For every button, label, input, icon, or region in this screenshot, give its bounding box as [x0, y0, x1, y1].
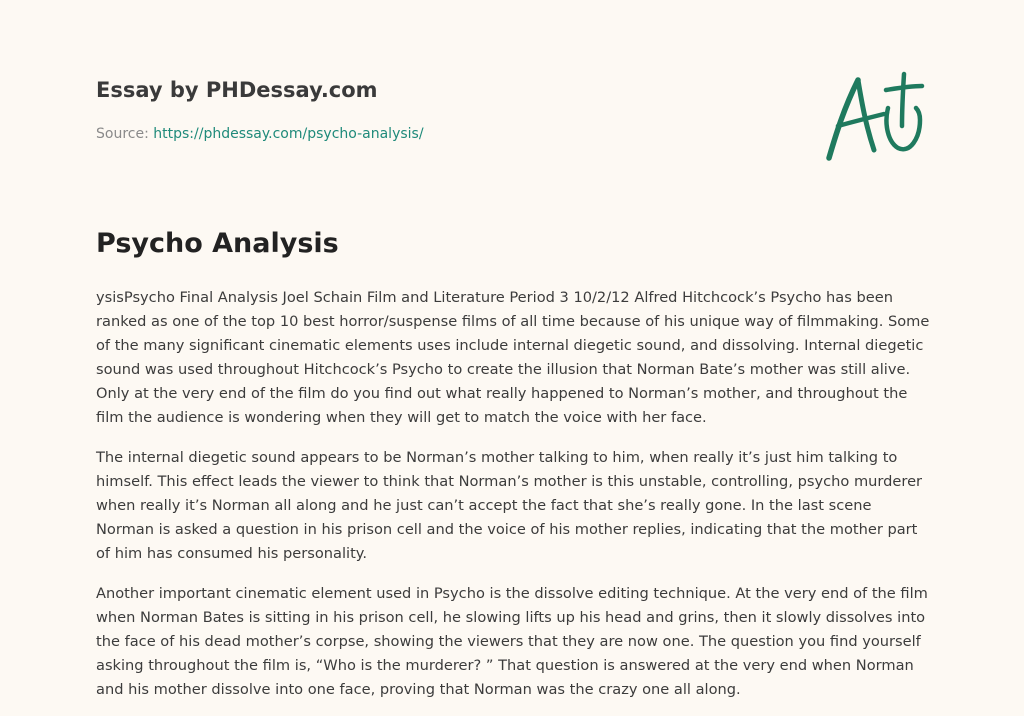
a-plus-logo-icon: [822, 68, 926, 164]
essay-paragraph: The internal diegetic sound appears to be Norman’s mother talking to him, when really it’s just him talking to himself. This effect leads the viewer to think that Norman’s mother is this unstable, controlling, psycho murderer when really it’s Norman all along and he just can’t accept the fact that she’s really gone. In the last scene Norman is asked a question in his prison cell and the voice of his mother replies, indicating that the mother part of him has consumed his personality.: [96, 449, 923, 562]
source-link[interactable]: https://phdessay.com/psycho-analysis/: [153, 126, 424, 142]
source-label: Source:: [96, 126, 154, 142]
essay-title: Psycho Analysis: [96, 228, 339, 259]
essay-paragraph: Another important cinematic element used in Psycho is the dissolve editing technique. At the very end of the film when Norman Bates is sitting in his prison cell, he slowing lifts up his head and grins, then it slowly dissolves into the face of his dead mother’s corpse, showing the viewers that they are now one. The question you find yourself asking throughout the film is, “Who is the murderer? ” That question is answered at the very end when Norman and his mother dissolve into one face, proving that Norman was the crazy one all along.: [96, 585, 928, 698]
essay-body: [96, 286, 934, 716]
site-name: Essay by PHDessay.com: [96, 78, 378, 102]
essay-paragraph: ysisPsycho Final Analysis Joel Schain Film and Literature Period 3 10/2/12 Alfred Hitchcock’s Psycho has been ranked as one of the top 10 best horror/suspense films of all time because of his unique way of filmmaking. Some of the many significant cinematic elements uses include internal diegetic sound, and dissolving. Internal diegetic sound was used throughout Hitchcock’s Psycho to create the illusion that Norman Bate’s mother was still alive. Only at the very end of the film do you find out what really happened to Norman’s mother, and throughout the film the audience is wondering when they will get to match the voice with her face.: [96, 289, 930, 426]
source-line: [96, 124, 424, 144]
